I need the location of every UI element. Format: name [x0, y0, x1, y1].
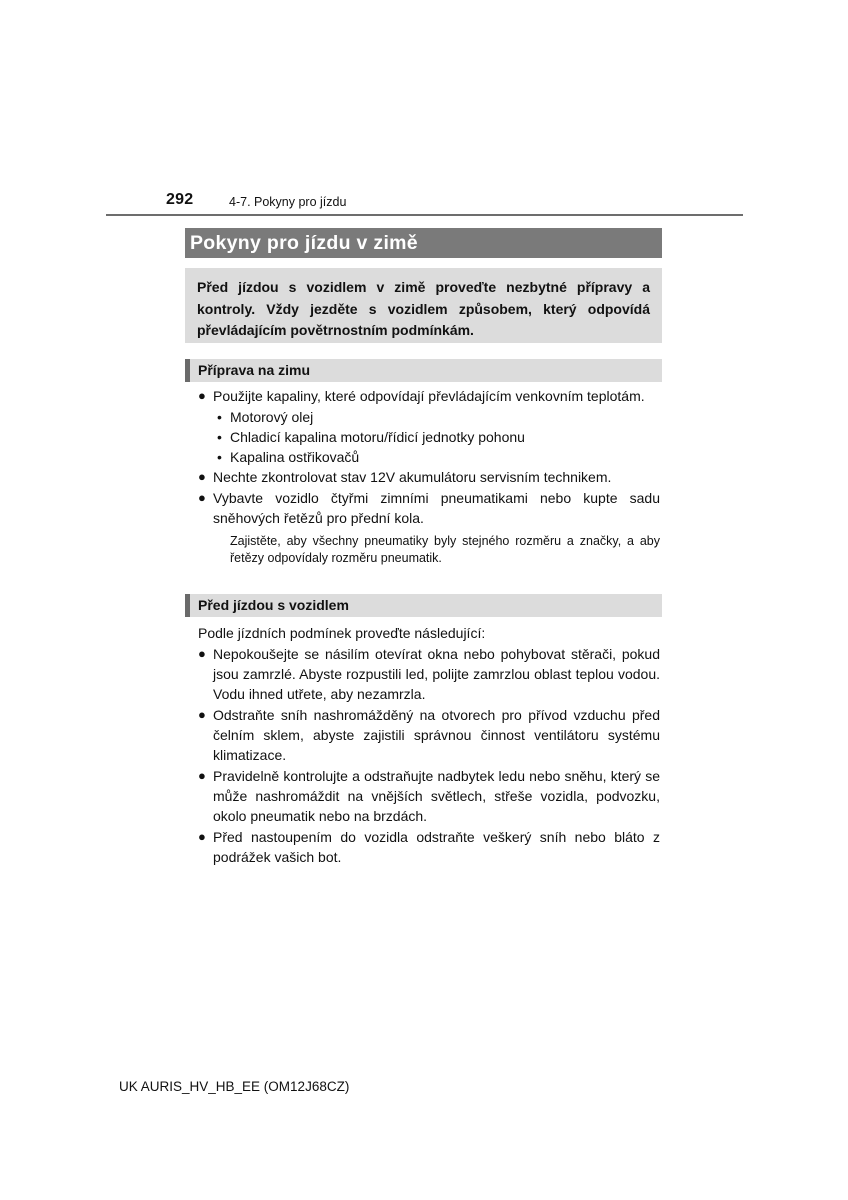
bullet-icon: ● — [198, 469, 206, 484]
intro-text: Před jízdou s vozidlem v zimě proveďte nezbytné přípravy a kontroly. Vždy jezděte s vozidlem způsobem, který odpovídá převládajícím povětrnostním podmínkám. — [197, 279, 650, 338]
bullet-text: Pravidelně kontrolujte a odstraňujte nadbytek ledu nebo sněhu, který se může nashromáždit na vnějších světlech, střeše vozidla, podvozku, okolo pneumatik nebo na brzdách. — [213, 768, 660, 824]
bullet-icon: ● — [198, 490, 206, 505]
small-bullet-icon: • — [217, 409, 222, 425]
breadcrumb: 4-7. Pokyny pro jízdu — [229, 195, 347, 209]
bullet-text: Před nastoupením do vozidla odstraňte veškerý sníh nebo bláto z podrážek vašich bot. — [213, 829, 660, 865]
section-body-before-driving — [198, 623, 660, 868]
page-number: 292 — [166, 191, 194, 208]
section-body-winter-prep — [198, 386, 660, 566]
lead-text: Podle jízdních podmínek proveďte následující: — [198, 625, 486, 641]
header-divider — [106, 214, 743, 216]
bullet-text: Odstraňte sníh nashromážděný na otvorech pro přívod vzduchu před čelním sklem, abyste zajistili správnou činnost ventilátoru systému klimatizace. — [213, 707, 660, 763]
list-item — [198, 766, 660, 826]
bullet-icon: ● — [198, 829, 206, 844]
list-item — [198, 827, 660, 867]
sub-list-item — [198, 427, 660, 447]
small-bullet-icon: • — [217, 449, 222, 465]
sub-list-item — [198, 447, 660, 467]
bullet-text: Nepokoušejte se násilím otevírat okna nebo pohybovat stěrači, pokud jsou zamrzlé. Abyste rozpustili led, polijte zamrzlou oblast teplou vodou. Vodu ihned utřete, aby nezamrzla. — [213, 646, 660, 702]
sub-item-text: Chladicí kapalina motoru/řídicí jednotky pohonu — [230, 429, 525, 445]
bullet-text: Nechte zkontrolovat stav 12V akumulátoru servisním technikem. — [213, 469, 612, 485]
bullet-text: Použijte kapaliny, které odpovídají převládajícím venkovním teplotám. — [213, 388, 645, 404]
sub-item-text: Kapalina ostřikovačů — [230, 449, 360, 465]
page-title: Pokyny pro jízdu v zimě — [185, 228, 662, 258]
list-item — [198, 386, 660, 406]
sub-list-item — [198, 407, 660, 427]
footer-document-code: UK AURIS_HV_HB_EE (OM12J68CZ) — [119, 1079, 350, 1094]
bullet-icon: ● — [198, 707, 206, 722]
list-item — [198, 488, 660, 528]
small-bullet-icon: • — [217, 429, 222, 445]
intro-box — [185, 268, 662, 343]
list-item — [198, 644, 660, 704]
bullet-icon: ● — [198, 768, 206, 783]
list-item — [198, 705, 660, 765]
section-heading-winter-prep: Příprava na zimu — [185, 359, 662, 382]
bullet-text: Vybavte vozidlo čtyřmi zimními pneumatikami nebo kupte sadu sněhových řetězů pro přední kola. — [213, 490, 660, 526]
section-heading-before-driving: Před jízdou s vozidlem — [185, 594, 662, 617]
note-text: Zajistěte, aby všechny pneumatiky byly stejného rozměru a značky, a aby řetězy odpovídaly rozměru pneumatik. — [230, 534, 660, 565]
bullet-icon: ● — [198, 646, 206, 661]
sub-item-text: Motorový olej — [230, 409, 314, 425]
bullet-icon: ● — [198, 388, 206, 403]
list-item — [198, 467, 660, 487]
